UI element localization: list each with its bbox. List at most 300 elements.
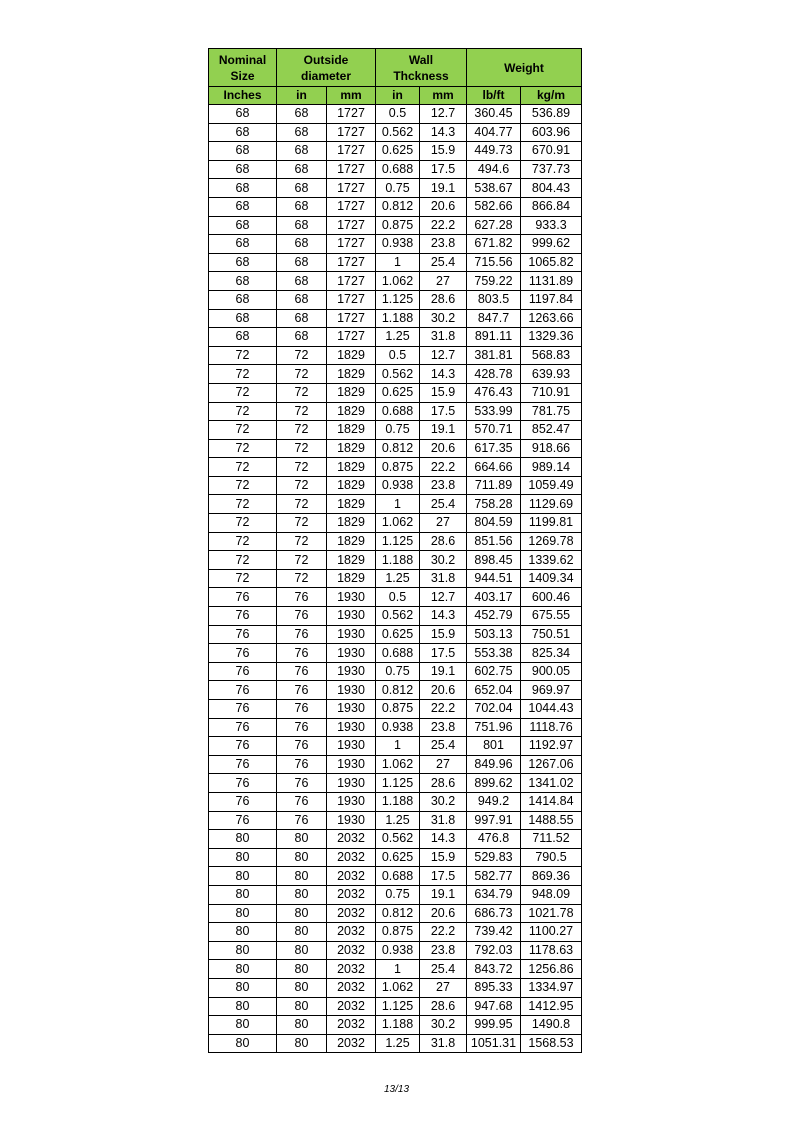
- table-row: [209, 737, 582, 756]
- wall-mm-cell: 31.8: [420, 328, 467, 347]
- od-in-cell: 80: [277, 978, 327, 997]
- od-in-cell: 68: [277, 179, 327, 198]
- od-mm-cell: 1727: [327, 290, 376, 309]
- weight-kgm-cell: 1267.06: [521, 755, 582, 774]
- weight-kgm-cell: 711.52: [521, 830, 582, 849]
- weight-lbft-cell: 404.77: [467, 123, 521, 142]
- od-mm-cell: 2032: [327, 830, 376, 849]
- nominal-size-cell: 76: [209, 625, 277, 644]
- table-row: [209, 383, 582, 402]
- weight-kgm-cell: 866.84: [521, 197, 582, 216]
- wall-mm-cell: 30.2: [420, 551, 467, 570]
- od-mm-cell: 2032: [327, 885, 376, 904]
- weight-kgm-cell: 710.91: [521, 383, 582, 402]
- weight-lbft-cell: 711.89: [467, 476, 521, 495]
- od-mm-cell: 1727: [327, 123, 376, 142]
- weight-lbft-cell: 533.99: [467, 402, 521, 421]
- od-mm-cell: 1829: [327, 421, 376, 440]
- table-row: [209, 458, 582, 477]
- table-row: [209, 644, 582, 663]
- table-row: [209, 774, 582, 793]
- od-in-cell: 80: [277, 1034, 327, 1053]
- weight-lbft-cell: 702.04: [467, 700, 521, 719]
- wall-in-cell: 1.125: [376, 532, 420, 551]
- nominal-size-cell: 76: [209, 718, 277, 737]
- od-in-cell: 72: [277, 514, 327, 533]
- wall-in-cell: 0.625: [376, 383, 420, 402]
- unit-header-od-in: in: [277, 87, 327, 105]
- table-row: [209, 569, 582, 588]
- wall-in-cell: 0.812: [376, 904, 420, 923]
- od-mm-cell: 1829: [327, 346, 376, 365]
- od-mm-cell: 1930: [327, 662, 376, 681]
- wall-mm-cell: 31.8: [420, 1034, 467, 1053]
- pipe-dimensions-table-container: [208, 48, 582, 1053]
- wall-in-cell: 0.812: [376, 197, 420, 216]
- wall-in-cell: 0.938: [376, 235, 420, 254]
- wall-mm-cell: 28.6: [420, 997, 467, 1016]
- nominal-size-cell: 72: [209, 495, 277, 514]
- weight-kgm-cell: 948.09: [521, 885, 582, 904]
- table-row: [209, 551, 582, 570]
- od-mm-cell: 2032: [327, 1034, 376, 1053]
- wall-mm-cell: 17.5: [420, 644, 467, 663]
- weight-lbft-cell: 452.79: [467, 607, 521, 626]
- table-row: [209, 681, 582, 700]
- wall-in-cell: 0.5: [376, 105, 420, 124]
- wall-mm-cell: 30.2: [420, 309, 467, 328]
- nominal-size-cell: 68: [209, 272, 277, 291]
- weight-kgm-cell: 1329.36: [521, 328, 582, 347]
- od-in-cell: 76: [277, 737, 327, 756]
- nominal-size-cell: 68: [209, 216, 277, 235]
- weight-kgm-cell: 1199.81: [521, 514, 582, 533]
- weight-kgm-cell: 1490.8: [521, 1016, 582, 1035]
- table-row: [209, 607, 582, 626]
- nominal-size-cell: 68: [209, 197, 277, 216]
- wall-in-cell: 1.125: [376, 997, 420, 1016]
- nominal-size-cell: 76: [209, 774, 277, 793]
- weight-kgm-cell: 804.43: [521, 179, 582, 198]
- table-row: [209, 867, 582, 886]
- od-mm-cell: 2032: [327, 1016, 376, 1035]
- od-in-cell: 72: [277, 383, 327, 402]
- table-row: [209, 700, 582, 719]
- wall-mm-cell: 23.8: [420, 718, 467, 737]
- weight-kgm-cell: 1044.43: [521, 700, 582, 719]
- wall-mm-cell: 28.6: [420, 532, 467, 551]
- wall-in-cell: 0.75: [376, 662, 420, 681]
- header-row-units: [209, 87, 582, 105]
- wall-mm-cell: 22.2: [420, 700, 467, 719]
- weight-lbft-cell: 804.59: [467, 514, 521, 533]
- header-outside-diameter: Outside diameter: [277, 49, 376, 87]
- od-in-cell: 76: [277, 588, 327, 607]
- od-in-cell: 80: [277, 904, 327, 923]
- od-in-cell: 76: [277, 644, 327, 663]
- od-in-cell: 76: [277, 792, 327, 811]
- weight-lbft-cell: 947.68: [467, 997, 521, 1016]
- table-row: [209, 830, 582, 849]
- weight-lbft-cell: 803.5: [467, 290, 521, 309]
- unit-header-inches: Inches: [209, 87, 277, 105]
- od-mm-cell: 1829: [327, 476, 376, 495]
- od-in-cell: 80: [277, 997, 327, 1016]
- unit-header-od-mm: mm: [327, 87, 376, 105]
- wall-in-cell: 0.562: [376, 123, 420, 142]
- od-mm-cell: 1727: [327, 160, 376, 179]
- od-in-cell: 76: [277, 774, 327, 793]
- page-number: 13/13: [383, 1084, 410, 1095]
- weight-lbft-cell: 582.66: [467, 197, 521, 216]
- wall-in-cell: 0.562: [376, 365, 420, 384]
- wall-in-cell: 0.875: [376, 923, 420, 942]
- nominal-size-cell: 80: [209, 830, 277, 849]
- unit-header-wall-mm: mm: [420, 87, 467, 105]
- weight-kgm-cell: 600.46: [521, 588, 582, 607]
- weight-kgm-cell: 781.75: [521, 402, 582, 421]
- nominal-size-cell: 76: [209, 681, 277, 700]
- od-in-cell: 80: [277, 885, 327, 904]
- nominal-size-cell: 80: [209, 904, 277, 923]
- wall-in-cell: 0.562: [376, 607, 420, 626]
- weight-kgm-cell: 1412.95: [521, 997, 582, 1016]
- table-row: [209, 179, 582, 198]
- table-row: [209, 365, 582, 384]
- weight-lbft-cell: 997.91: [467, 811, 521, 830]
- wall-in-cell: 0.562: [376, 830, 420, 849]
- wall-mm-cell: 22.2: [420, 458, 467, 477]
- wall-mm-cell: 30.2: [420, 1016, 467, 1035]
- od-mm-cell: 1727: [327, 197, 376, 216]
- wall-mm-cell: 31.8: [420, 811, 467, 830]
- table-row: [209, 160, 582, 179]
- wall-in-cell: 0.625: [376, 848, 420, 867]
- nominal-size-cell: 72: [209, 476, 277, 495]
- wall-mm-cell: 15.9: [420, 848, 467, 867]
- wall-in-cell: 0.75: [376, 179, 420, 198]
- wall-in-cell: 0.875: [376, 700, 420, 719]
- wall-in-cell: 0.688: [376, 867, 420, 886]
- nominal-size-cell: 80: [209, 941, 277, 960]
- weight-lbft-cell: 895.33: [467, 978, 521, 997]
- wall-mm-cell: 17.5: [420, 402, 467, 421]
- od-in-cell: 68: [277, 197, 327, 216]
- wall-mm-cell: 15.9: [420, 625, 467, 644]
- od-mm-cell: 1930: [327, 644, 376, 663]
- weight-lbft-cell: 686.73: [467, 904, 521, 923]
- nominal-size-cell: 68: [209, 142, 277, 161]
- unit-header-lb-ft: lb/ft: [467, 87, 521, 105]
- table-row: [209, 235, 582, 254]
- weight-kgm-cell: 1269.78: [521, 532, 582, 551]
- wall-mm-cell: 23.8: [420, 476, 467, 495]
- table-row: [209, 476, 582, 495]
- nominal-size-cell: 72: [209, 514, 277, 533]
- table-row: [209, 328, 582, 347]
- nominal-size-cell: 80: [209, 1034, 277, 1053]
- weight-kgm-cell: 750.51: [521, 625, 582, 644]
- wall-mm-cell: 25.4: [420, 253, 467, 272]
- od-mm-cell: 1930: [327, 792, 376, 811]
- nominal-size-cell: 68: [209, 290, 277, 309]
- od-mm-cell: 1829: [327, 514, 376, 533]
- weight-lbft-cell: 847.7: [467, 309, 521, 328]
- weight-kgm-cell: 969.97: [521, 681, 582, 700]
- weight-lbft-cell: 843.72: [467, 960, 521, 979]
- od-mm-cell: 1829: [327, 532, 376, 551]
- od-mm-cell: 1930: [327, 755, 376, 774]
- table-row: [209, 309, 582, 328]
- wall-in-cell: 0.688: [376, 160, 420, 179]
- wall-in-cell: 0.938: [376, 476, 420, 495]
- table-row: [209, 272, 582, 291]
- wall-in-cell: 1.125: [376, 774, 420, 793]
- od-mm-cell: 1727: [327, 235, 376, 254]
- od-in-cell: 68: [277, 328, 327, 347]
- weight-kgm-cell: 1197.84: [521, 290, 582, 309]
- od-mm-cell: 1930: [327, 681, 376, 700]
- nominal-size-cell: 76: [209, 755, 277, 774]
- weight-lbft-cell: 949.2: [467, 792, 521, 811]
- weight-lbft-cell: 652.04: [467, 681, 521, 700]
- od-mm-cell: 1829: [327, 439, 376, 458]
- nominal-size-cell: 68: [209, 328, 277, 347]
- weight-kgm-cell: 1065.82: [521, 253, 582, 272]
- od-mm-cell: 1727: [327, 179, 376, 198]
- wall-mm-cell: 25.4: [420, 960, 467, 979]
- weight-kgm-cell: 737.73: [521, 160, 582, 179]
- od-mm-cell: 1727: [327, 105, 376, 124]
- table-row: [209, 978, 582, 997]
- wall-in-cell: 1.062: [376, 978, 420, 997]
- weight-kgm-cell: 1339.62: [521, 551, 582, 570]
- od-in-cell: 72: [277, 569, 327, 588]
- nominal-size-cell: 72: [209, 532, 277, 551]
- weight-kgm-cell: 536.89: [521, 105, 582, 124]
- wall-mm-cell: 30.2: [420, 792, 467, 811]
- nominal-size-cell: 80: [209, 978, 277, 997]
- weight-lbft-cell: 602.75: [467, 662, 521, 681]
- weight-kgm-cell: 1568.53: [521, 1034, 582, 1053]
- wall-mm-cell: 19.1: [420, 179, 467, 198]
- od-mm-cell: 2032: [327, 867, 376, 886]
- weight-kgm-cell: 1059.49: [521, 476, 582, 495]
- wall-mm-cell: 25.4: [420, 737, 467, 756]
- table-row: [209, 718, 582, 737]
- od-mm-cell: 1930: [327, 588, 376, 607]
- table-header: [209, 49, 582, 105]
- table-row: [209, 792, 582, 811]
- wall-mm-cell: 15.9: [420, 142, 467, 161]
- wall-mm-cell: 14.3: [420, 607, 467, 626]
- wall-mm-cell: 12.7: [420, 346, 467, 365]
- wall-mm-cell: 28.6: [420, 774, 467, 793]
- table-row: [209, 439, 582, 458]
- nominal-size-cell: 72: [209, 551, 277, 570]
- wall-in-cell: 1.125: [376, 290, 420, 309]
- od-mm-cell: 1930: [327, 607, 376, 626]
- table-row: [209, 402, 582, 421]
- table-row: [209, 904, 582, 923]
- nominal-size-cell: 80: [209, 997, 277, 1016]
- nominal-size-cell: 68: [209, 179, 277, 198]
- od-in-cell: 72: [277, 346, 327, 365]
- wall-mm-cell: 17.5: [420, 160, 467, 179]
- od-in-cell: 72: [277, 402, 327, 421]
- table-row: [209, 1034, 582, 1053]
- od-in-cell: 80: [277, 960, 327, 979]
- weight-lbft-cell: 476.8: [467, 830, 521, 849]
- table-row: [209, 197, 582, 216]
- od-mm-cell: 2032: [327, 848, 376, 867]
- wall-mm-cell: 14.3: [420, 365, 467, 384]
- table-row: [209, 588, 582, 607]
- wall-mm-cell: 15.9: [420, 383, 467, 402]
- wall-in-cell: 1.062: [376, 272, 420, 291]
- table-row: [209, 662, 582, 681]
- nominal-size-cell: 76: [209, 700, 277, 719]
- od-in-cell: 72: [277, 532, 327, 551]
- weight-kgm-cell: 1118.76: [521, 718, 582, 737]
- od-in-cell: 68: [277, 290, 327, 309]
- weight-kgm-cell: 999.62: [521, 235, 582, 254]
- od-mm-cell: 2032: [327, 978, 376, 997]
- od-in-cell: 76: [277, 811, 327, 830]
- nominal-size-cell: 76: [209, 737, 277, 756]
- weight-kgm-cell: 1341.02: [521, 774, 582, 793]
- od-in-cell: 80: [277, 941, 327, 960]
- nominal-size-cell: 76: [209, 662, 277, 681]
- weight-lbft-cell: 792.03: [467, 941, 521, 960]
- od-in-cell: 80: [277, 867, 327, 886]
- od-in-cell: 68: [277, 253, 327, 272]
- od-in-cell: 76: [277, 718, 327, 737]
- wall-in-cell: 0.688: [376, 402, 420, 421]
- wall-in-cell: 1.25: [376, 328, 420, 347]
- od-mm-cell: 1829: [327, 495, 376, 514]
- nominal-size-cell: 72: [209, 346, 277, 365]
- od-mm-cell: 1930: [327, 774, 376, 793]
- od-mm-cell: 1727: [327, 328, 376, 347]
- wall-in-cell: 1.062: [376, 755, 420, 774]
- wall-in-cell: 0.938: [376, 941, 420, 960]
- weight-lbft-cell: 801: [467, 737, 521, 756]
- od-mm-cell: 2032: [327, 997, 376, 1016]
- weight-kgm-cell: 675.55: [521, 607, 582, 626]
- weight-kgm-cell: 1129.69: [521, 495, 582, 514]
- weight-lbft-cell: 403.17: [467, 588, 521, 607]
- wall-in-cell: 1: [376, 253, 420, 272]
- weight-lbft-cell: 634.79: [467, 885, 521, 904]
- weight-lbft-cell: 449.73: [467, 142, 521, 161]
- weight-lbft-cell: 751.96: [467, 718, 521, 737]
- wall-in-cell: 1: [376, 737, 420, 756]
- nominal-size-cell: 68: [209, 253, 277, 272]
- table-row: [209, 105, 582, 124]
- od-mm-cell: 1829: [327, 551, 376, 570]
- weight-lbft-cell: 503.13: [467, 625, 521, 644]
- nominal-size-cell: 68: [209, 105, 277, 124]
- table-row: [209, 216, 582, 235]
- wall-in-cell: 1.062: [376, 514, 420, 533]
- wall-mm-cell: 31.8: [420, 569, 467, 588]
- wall-in-cell: 0.5: [376, 588, 420, 607]
- od-in-cell: 76: [277, 700, 327, 719]
- wall-in-cell: 0.5: [376, 346, 420, 365]
- wall-in-cell: 0.688: [376, 644, 420, 663]
- table-row: [209, 532, 582, 551]
- table-row: [209, 848, 582, 867]
- weight-lbft-cell: 999.95: [467, 1016, 521, 1035]
- header-nominal-size: Nominal Size: [209, 49, 277, 87]
- nominal-size-cell: 72: [209, 458, 277, 477]
- nominal-size-cell: 80: [209, 923, 277, 942]
- od-in-cell: 68: [277, 123, 327, 142]
- wall-in-cell: 0.812: [376, 681, 420, 700]
- nominal-size-cell: 68: [209, 123, 277, 142]
- od-in-cell: 76: [277, 625, 327, 644]
- od-in-cell: 72: [277, 458, 327, 477]
- wall-in-cell: 1.25: [376, 1034, 420, 1053]
- wall-in-cell: 0.625: [376, 142, 420, 161]
- wall-mm-cell: 14.3: [420, 123, 467, 142]
- weight-kgm-cell: 1021.78: [521, 904, 582, 923]
- table-row: [209, 923, 582, 942]
- weight-lbft-cell: 944.51: [467, 569, 521, 588]
- wall-mm-cell: 19.1: [420, 662, 467, 681]
- wall-in-cell: 1: [376, 495, 420, 514]
- od-mm-cell: 2032: [327, 941, 376, 960]
- weight-kgm-cell: 1131.89: [521, 272, 582, 291]
- weight-lbft-cell: 582.77: [467, 867, 521, 886]
- wall-in-cell: 0.75: [376, 421, 420, 440]
- od-in-cell: 68: [277, 272, 327, 291]
- od-mm-cell: 1829: [327, 569, 376, 588]
- weight-lbft-cell: 428.78: [467, 365, 521, 384]
- od-in-cell: 68: [277, 160, 327, 179]
- header-weight: Weight: [467, 49, 582, 87]
- weight-lbft-cell: 739.42: [467, 923, 521, 942]
- od-mm-cell: 1930: [327, 700, 376, 719]
- od-in-cell: 76: [277, 755, 327, 774]
- weight-kgm-cell: 1414.84: [521, 792, 582, 811]
- wall-mm-cell: 19.1: [420, 885, 467, 904]
- header-row-groups: [209, 49, 582, 87]
- weight-kgm-cell: 790.5: [521, 848, 582, 867]
- weight-kgm-cell: 670.91: [521, 142, 582, 161]
- wall-mm-cell: 27: [420, 755, 467, 774]
- weight-lbft-cell: 617.35: [467, 439, 521, 458]
- wall-mm-cell: 23.8: [420, 941, 467, 960]
- pipe-dimensions-table: [208, 48, 582, 1053]
- weight-kgm-cell: 568.83: [521, 346, 582, 365]
- table-row: [209, 290, 582, 309]
- weight-lbft-cell: 529.83: [467, 848, 521, 867]
- weight-lbft-cell: 891.11: [467, 328, 521, 347]
- weight-kgm-cell: 933.3: [521, 216, 582, 235]
- nominal-size-cell: 80: [209, 885, 277, 904]
- nominal-size-cell: 68: [209, 309, 277, 328]
- od-mm-cell: 1727: [327, 253, 376, 272]
- wall-mm-cell: 20.6: [420, 904, 467, 923]
- od-mm-cell: 1829: [327, 458, 376, 477]
- wall-mm-cell: 25.4: [420, 495, 467, 514]
- od-mm-cell: 1727: [327, 309, 376, 328]
- od-in-cell: 80: [277, 848, 327, 867]
- weight-lbft-cell: 715.56: [467, 253, 521, 272]
- nominal-size-cell: 76: [209, 588, 277, 607]
